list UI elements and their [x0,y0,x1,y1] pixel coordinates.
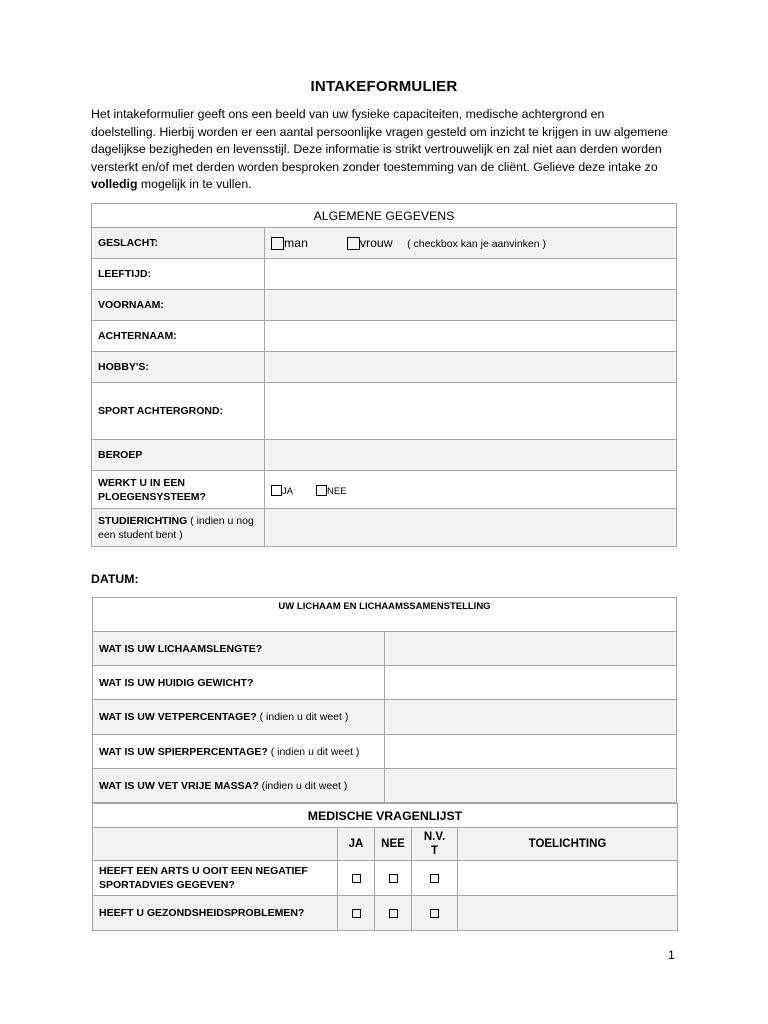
gender-field [265,228,677,259]
medical-table [92,803,678,931]
body-row-question [93,700,385,735]
body-q-fat-note: ( indien u dit weet ) [256,711,349,723]
col-nee: NEE [375,828,412,861]
sport-label: SPORT ACHTERGROND: [92,383,265,440]
body-row-question [93,632,385,666]
medical-q-negative-advice: HEEFT EEN ARTS U OOIT EEN NEGATIEF SPORTADVIES GEGEVEN? [93,861,338,896]
study-label-bold: STUDIERICHTING [98,514,188,527]
shift-ja-checkbox[interactable] [271,485,282,496]
q2-toelichting-input[interactable] [458,896,678,931]
age-label: LEEFTIJD: [92,259,265,290]
general-header: ALGEMENE GEGEVENS [92,204,677,228]
intro-text-end: mogelijk in te vullen. [137,177,252,192]
firstname-label: VOORNAAM: [92,290,265,321]
body-row-question [93,735,385,769]
body-table [92,597,677,803]
q2-nvt-checkbox[interactable] [430,909,439,918]
body-q-length: WAT IS UW LICHAAMSLENGTE? [99,642,263,655]
q1-ja-checkbox[interactable] [352,874,361,883]
hobbies-label: HOBBY'S: [92,352,265,383]
shift-nee-label: NEE [327,485,347,497]
q1-toelichting-input[interactable] [458,861,678,896]
medical-header: MEDISCHE VRAGENLIJST [93,804,678,828]
lastname-label: ACHTERNAAM: [92,321,265,352]
hobbies-input[interactable] [265,352,677,383]
study-label [92,509,265,547]
body-q-lean-note: (indien u dit weet ) [258,779,348,792]
q2-ja-checkbox[interactable] [352,909,361,918]
shift-nee-checkbox[interactable] [316,485,327,496]
gender-man-label: man [284,236,308,250]
intro-paragraph [91,106,671,194]
q2-ja-cell [338,896,375,931]
job-label: BEROEP [92,440,265,471]
intro-text: Het intakeformulier geeft ons een beeld van uw fysieke capaciteiten, medische achtergrond en doelstelling. Hierbij worden er een aantal persoonlijke vragen gesteld om inzicht te krijgen in uw algemene dagelijkse bezigheden en levensstijl. Deze informatie is strikt vertrouwelijk en zal niet aan derden worden versterkt en/of met derden worden besproken zonder toestemming van de cliënt. Gelieve deze intake zo [91,107,668,174]
q1-ja-cell [338,861,375,896]
body-q-muscle-note: ( indien u dit weet ) [267,745,360,758]
job-input[interactable] [265,440,677,471]
length-input[interactable] [385,632,677,666]
gender-vrouw-checkbox[interactable] [347,237,360,250]
body-row-question [93,769,385,803]
fat-input[interactable] [385,700,677,735]
gender-hint: ( checkbox kan je aanvinken ) [407,238,547,250]
medical-question-col-header [93,828,338,861]
study-label-note: ( indien u nog een student bent ) [98,514,254,541]
age-input[interactable] [265,259,677,290]
body-header: UW LICHAAM EN LICHAAMSSAMENSTELLING [93,598,677,632]
q2-nee-cell [375,896,412,931]
muscle-input[interactable] [385,735,677,769]
lastname-input[interactable] [265,321,677,352]
q1-nvt-checkbox[interactable] [430,874,439,883]
sport-input[interactable] [265,383,677,440]
page-number: 1 [668,948,675,962]
body-q-weight: WAT IS UW HUIDIG GEWICHT? [99,676,254,689]
firstname-input[interactable] [265,290,677,321]
q1-nvt-cell [412,861,458,896]
datum-label: DATUM: [91,572,139,586]
q2-nee-checkbox[interactable] [389,909,398,918]
study-input[interactable] [265,509,677,547]
weight-input[interactable] [385,666,677,700]
col-ja: JA [338,828,375,861]
shift-field [265,471,677,509]
medical-q-health-problems: HEEFT U GEZONDSHEIDSPROBLEMEN? [93,896,338,931]
page-title: INTAKEFORMULIER [310,78,458,95]
q1-nee-cell [375,861,412,896]
col-nvt: N.V. T [412,828,458,861]
lean-mass-input[interactable] [385,769,677,803]
gender-label: GESLACHT: [92,228,265,259]
body-q-muscle: WAT IS UW SPIERPERCENTAGE? [99,745,268,758]
intro-bold: volledig [91,177,138,192]
q2-nvt-cell [412,896,458,931]
q1-nee-checkbox[interactable] [389,874,398,883]
body-q-lean: WAT IS UW VET VRIJE MASSA? [99,779,259,792]
shift-label: WERKT U IN EEN PLOEGENSYSTEEM? [92,471,265,509]
col-toelichting: TOELICHTING [458,828,678,861]
shift-ja-label: JA [282,485,294,497]
body-q-fat: WAT IS UW VETPERCENTAGE? [99,711,257,723]
gender-vrouw-label: vrouw [359,236,393,250]
general-table [91,203,677,547]
gender-man-checkbox[interactable] [271,237,284,250]
body-row-question [93,666,385,700]
